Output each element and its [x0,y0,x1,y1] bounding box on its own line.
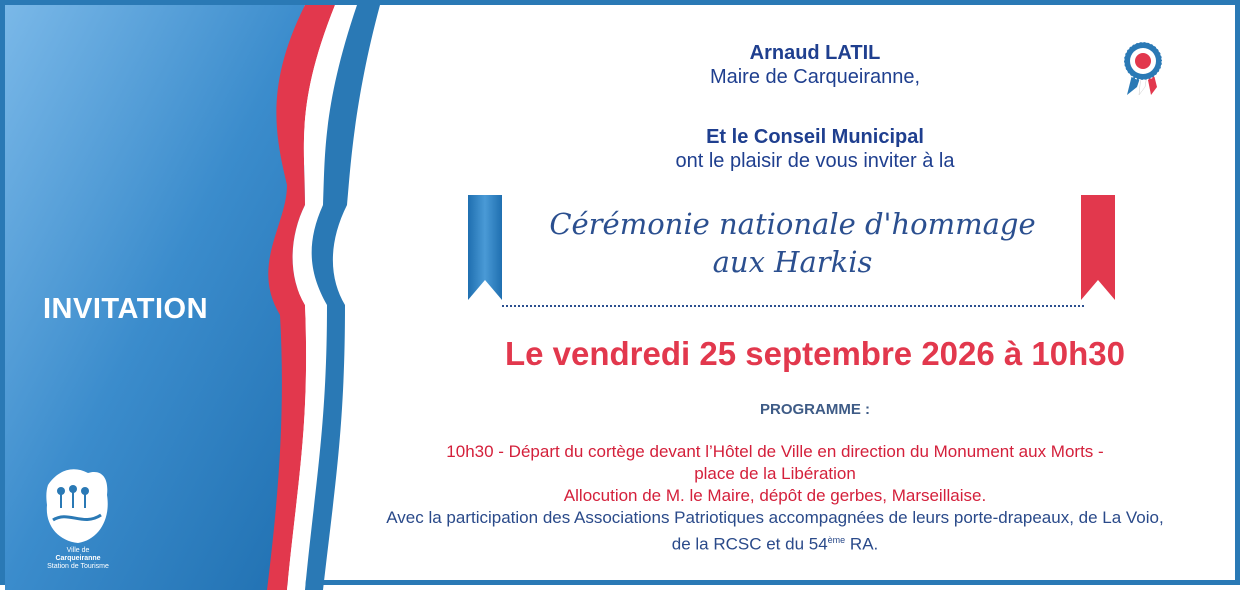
blue-ribbon-icon [468,195,502,300]
programme-line5 [305,529,1240,556]
programme-details [305,441,1240,556]
programme-line5-end: RA. [845,534,879,554]
programme-line3: Allocution de M. le Maire, dépôt de gerbes, Marseillaise. [563,486,987,505]
town-logo-icon [43,465,113,545]
logo-line1: Ville de [66,547,90,554]
town-logo [43,465,113,575]
logo-line2: Carqueiranne [55,555,101,562]
council-title: Et le Conseil Municipal [706,126,924,148]
programme-line1: 10h30 - Départ du cortège devant l’Hôtel de Ville en direction du Monument aux Morts - [446,442,1104,461]
programme-line5-sup: ème [827,535,846,545]
council-invite-text: ont le plaisir de vous inviter à la [675,150,955,172]
ceremony-line2: aux Harkis [712,245,873,279]
ceremony-line1: Cérémonie nationale d'hommage [549,207,1036,241]
council-block [445,125,1185,173]
programme-line4: Avec la participation des Associations Patriotiques accompagnées de leurs porte-drapeaux, de La Voio, [386,508,1164,527]
dotted-divider [502,305,1084,307]
logo-line3: Station de Tourisme [47,563,109,570]
programme-line5-start: de la RCSC et du 54 [671,534,828,554]
host-role: Maire de Carqueiranne, [709,66,921,88]
host-name: Arnaud LATIL [749,42,881,64]
programme-heading: PROGRAMME : [760,401,870,418]
ceremony-title [505,205,1080,281]
invitation-label: INVITATION [43,293,209,325]
red-ribbon-icon [1081,195,1115,300]
programme-line2: place de la Libération [694,464,856,483]
host-block [445,41,1185,89]
event-date: Le vendredi 25 septembre 2026 à 10h30 [504,335,1125,372]
